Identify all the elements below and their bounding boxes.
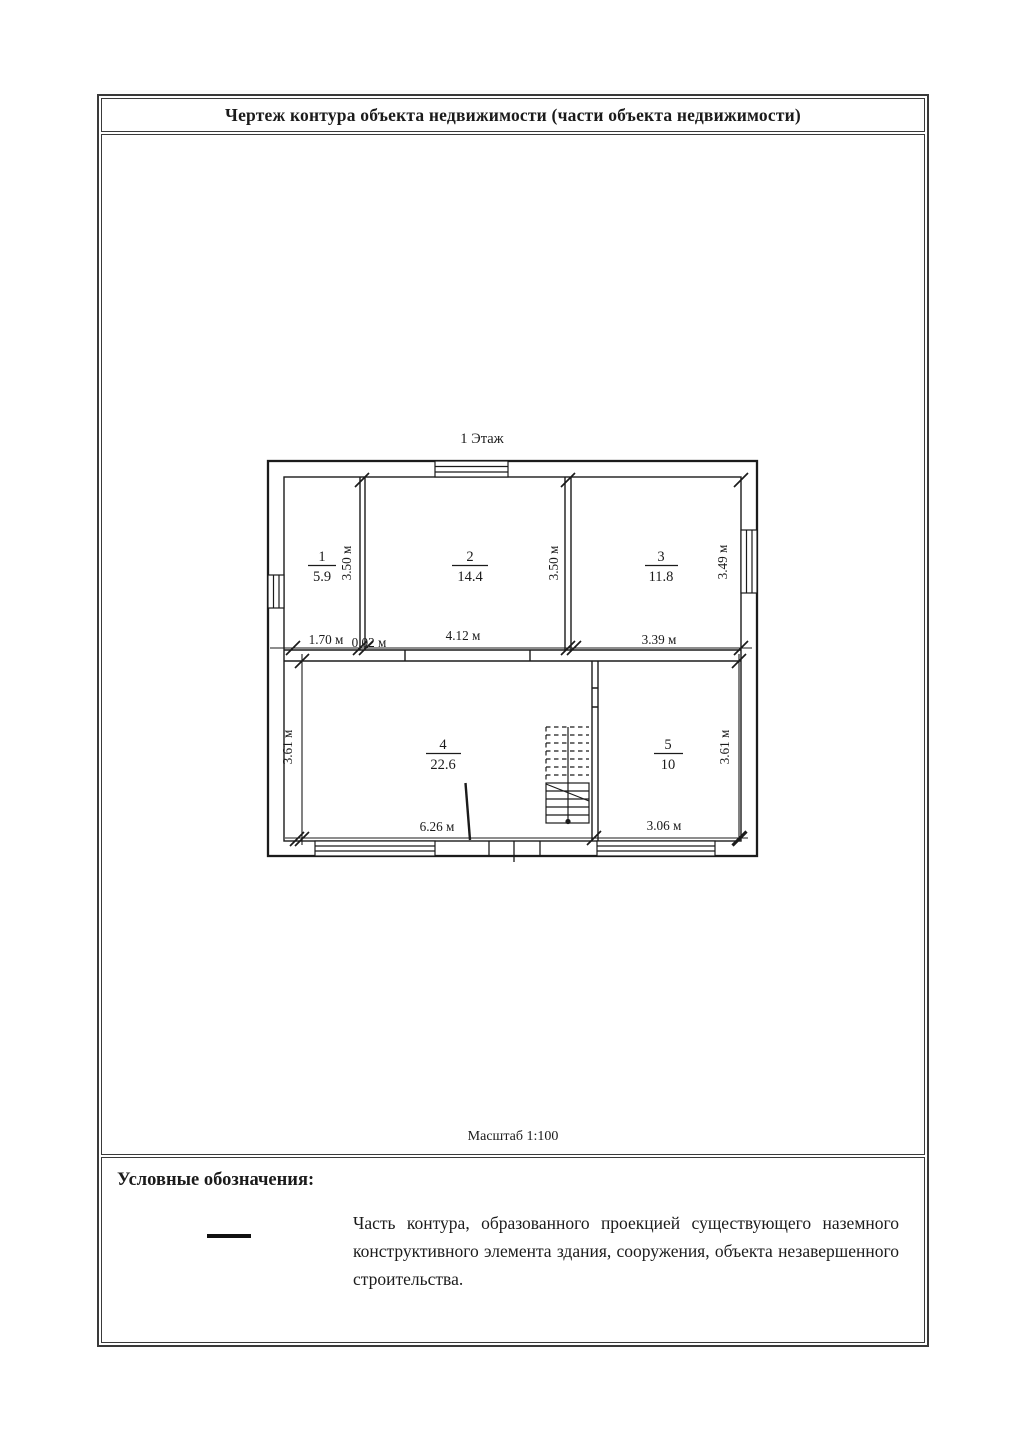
room-number: 3 [657,549,665,565]
dimension-label: 0.02 м [351,635,387,650]
dimension-label: 3.61 м [717,729,732,765]
drawing-area [101,134,925,1155]
legend-section [101,1157,925,1343]
dimension-label: 1.70 м [308,632,344,647]
legend-header: Условные обозначения: [117,1170,315,1190]
dimension-label: 6.26 м [419,819,455,834]
document-frame [97,94,929,1347]
floor-label: 1 Этаж [460,431,504,447]
dimension-label: 3.50 м [339,545,354,581]
dimension-label: 3.06 м [646,818,682,833]
document-title: Чертеж контура объекта недвижимости (части объекта недвижимости) [101,98,925,132]
room-area: 11.8 [648,569,674,585]
dimension-label: 3.61 м [280,729,295,765]
dimension-label: 3.39 м [641,632,677,647]
contour-line-symbol [207,1234,251,1238]
room-area: 22.6 [430,757,456,773]
dimension-label: 3.50 м [546,545,561,581]
legend-item-text: Часть контура, образованного проекцией существующего наземного конструктивного элемента здания, сооружения, объекта незавершенного строительства. [353,1213,899,1289]
room-number: 5 [664,737,672,753]
room-number: 2 [466,549,474,565]
room-number: 1 [318,549,326,565]
room-number: 4 [439,737,447,753]
room-area: 5.9 [312,569,332,585]
room-area: 10 [660,757,676,773]
room-area: 14.4 [457,569,483,585]
dimension-label: 3.49 м [715,544,730,580]
scale-label: Масштаб 1:100 [467,1129,559,1144]
dimension-label: 4.12 м [445,628,481,643]
